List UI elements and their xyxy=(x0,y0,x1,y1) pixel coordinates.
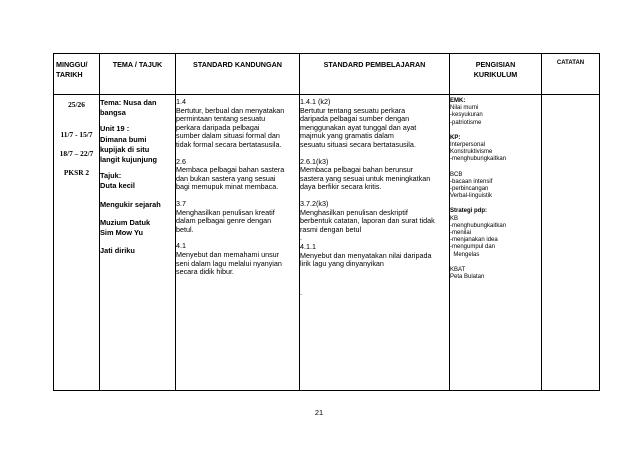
emk-item: Nilai murni xyxy=(450,105,479,112)
tajuk-label: Tajuk: xyxy=(100,171,122,181)
strategi-item: -menjanakan idea xyxy=(450,237,498,244)
sp-text: Membaca pelbagai bahan berunsur xyxy=(300,165,414,175)
bcb-item: -perbincangan xyxy=(450,186,489,193)
bcb-item: BCB xyxy=(450,171,463,178)
sk-code: 3.7 xyxy=(176,198,186,208)
unit-line3: kupijak di situ xyxy=(100,144,150,154)
sk-text: dalam pelbagai genre dengan xyxy=(176,216,272,226)
emk-item: -patriotisme xyxy=(450,119,482,126)
header-standard-pembelajaran: STANDARD PEMBELAJARAN xyxy=(300,54,450,95)
sp-text: Menghasilkan penulisan deskriptif xyxy=(300,207,408,217)
header-tema: TEMA / TAJUK xyxy=(100,54,176,95)
tajuk-mengukir-sejarah: Mengukir sejarah xyxy=(100,199,161,209)
standard-pembelajaran-cell xyxy=(300,95,450,391)
kbat-item: Peta Bulatan xyxy=(450,274,485,281)
kp-item: Interpersonal xyxy=(450,142,486,149)
strategi-label: Strategi pdp: xyxy=(450,208,487,215)
sk-text: seni dalam lagu melalui nyanyian xyxy=(176,258,282,268)
standard-kandungan-cell xyxy=(176,95,300,391)
catatan-cell xyxy=(542,95,600,391)
sk-text: sumber dalam situasi formal dan xyxy=(176,131,280,141)
sp-text: berbentuk catatan, laporan dan surat tidak xyxy=(300,216,435,226)
bcb-item: Verbal-linguistik xyxy=(450,193,493,200)
unit-line1: Unit 19 : xyxy=(100,124,130,134)
header-minggu-line2: TARIKH xyxy=(56,70,83,79)
sp-text: . xyxy=(300,233,302,243)
header-catatan: CATATAN xyxy=(542,54,600,95)
bcb-block xyxy=(450,172,541,201)
sp-block-4-1-1 xyxy=(300,243,449,269)
tajuk-value: Duta kecil xyxy=(100,181,135,191)
kp-item: -menghubungkaitkan xyxy=(450,156,507,163)
lesson-plan-table xyxy=(53,53,600,391)
sk-code: 4.1 xyxy=(176,241,186,251)
sk-block-4-1 xyxy=(176,242,299,276)
header-row xyxy=(54,54,600,95)
sk-text: perkara daripada pelbagai xyxy=(176,122,260,132)
strategi-item: KB xyxy=(450,215,459,222)
sk-block-2-6 xyxy=(176,158,299,192)
unit-line2: Dimana bumi xyxy=(100,134,147,144)
sp-text: sastera yang sesuai untuk meningkatkan xyxy=(300,173,431,183)
sp-text: sesuatu situasi secara bertatasusila. xyxy=(300,139,416,149)
minggu-cell xyxy=(54,95,100,391)
tajuk-muzium-line2: Sim Mow Yu xyxy=(100,228,143,238)
sk-text: Bertutur, berbual dan menyatakan xyxy=(176,105,285,115)
sp-text: lirik lagu yang dinyanyikan xyxy=(300,259,384,269)
unit-line4: langit kujunjung xyxy=(100,155,158,165)
sk-code: 2.6 xyxy=(176,156,186,166)
content-row xyxy=(54,95,600,391)
tajuk-jati-diriku: Jati diriku xyxy=(100,246,135,256)
header-pengisian-line1: PENGISIAN xyxy=(475,60,516,69)
sp-block-1-4-1 xyxy=(300,98,449,150)
pksr-label: PKSR 2 xyxy=(63,168,90,177)
sk-text: secara didik hibur. xyxy=(176,267,234,277)
header-standard-kandungan: STANDARD KANDUNGAN xyxy=(176,54,300,95)
emk-block xyxy=(450,98,541,127)
emk-label: EMK: xyxy=(450,98,466,104)
sp-block-2-6-1 xyxy=(300,158,449,192)
sk-code: 1.4 xyxy=(176,97,186,106)
strategi-block xyxy=(450,208,541,258)
tema-line2: bangsa xyxy=(100,108,126,118)
sp-code: 2.6.1(k3) xyxy=(300,156,329,166)
strategi-item: -menilai xyxy=(450,230,472,237)
sk-block-1-4 xyxy=(176,98,299,150)
kbat-item: KBAT xyxy=(450,266,466,273)
sk-text: tidak formal secara bertatasusila. xyxy=(176,139,282,149)
sp-trailing-dot: . xyxy=(300,287,302,297)
strategi-item: -mengumpul dan xyxy=(450,244,496,251)
strategi-item: Mengelas xyxy=(450,251,480,258)
sp-text: daripada pelbagai sumber dengan xyxy=(300,114,410,124)
page-number: 21 xyxy=(314,408,324,417)
sk-text: Menyebut dan memahami unsur xyxy=(176,249,280,259)
sk-text: permintaan tentang sesuatu xyxy=(176,114,266,124)
sk-block-3-7 xyxy=(176,200,299,234)
sk-text: Membaca pelbagai bahan sastera xyxy=(176,165,285,175)
sk-text: Menghasilkan penulisan kreatif xyxy=(176,207,275,217)
sp-text: menggunakan ayat tunggal dan ayat xyxy=(300,122,417,132)
sp-text: daya berfikir secara kritis. xyxy=(300,182,382,192)
bcb-item: -bacaan intensif xyxy=(450,178,493,185)
header-minggu-line1: MINGGU/ xyxy=(56,60,88,69)
sp-text: majmuk yang gramatis dalam xyxy=(300,131,394,141)
sp-code: 1.4.1 (k2) xyxy=(300,97,331,106)
sp-text: Menyebut dan menyatakan nilai daripada xyxy=(300,250,432,260)
header-minggu xyxy=(54,54,100,95)
kp-label: KP: xyxy=(450,134,461,141)
kbat-block xyxy=(450,267,541,281)
sp-code: 4.1.1 xyxy=(300,241,316,251)
pengisian-kurikulum-cell xyxy=(450,95,542,391)
sk-text: betul. xyxy=(176,224,194,234)
tema-cell xyxy=(100,95,176,391)
kp-block xyxy=(450,135,541,164)
tema-line1: Tema: Nusa dan xyxy=(100,98,157,107)
sk-text: bagi memupuk minat membaca. xyxy=(176,182,279,192)
header-pengisian xyxy=(450,54,542,95)
sp-text: Bertutur tentang sesuatu perkara xyxy=(300,105,406,115)
sp-block-3-7-2 xyxy=(300,200,449,243)
header-pengisian-line2: KURIKULUM xyxy=(473,70,518,79)
emk-item: -kesyukuran xyxy=(450,112,483,119)
date-range-1: 11/7 - 15/7 xyxy=(60,130,93,139)
date-range-2: 18/7 – 22/7 xyxy=(59,149,94,158)
sp-text: rasmi dengan betul xyxy=(300,224,362,234)
sk-text: dan bukan sastera yang sesuai xyxy=(176,173,276,183)
tajuk-muzium-line1: Muzium Datuk xyxy=(100,217,151,227)
sp-code: 3.7.2(k3) xyxy=(300,198,329,208)
kp-item: Konstruktivisme xyxy=(450,149,493,156)
strategi-item: -menghubungkaitkan xyxy=(450,222,507,229)
week-number: 25/26 xyxy=(68,100,85,109)
